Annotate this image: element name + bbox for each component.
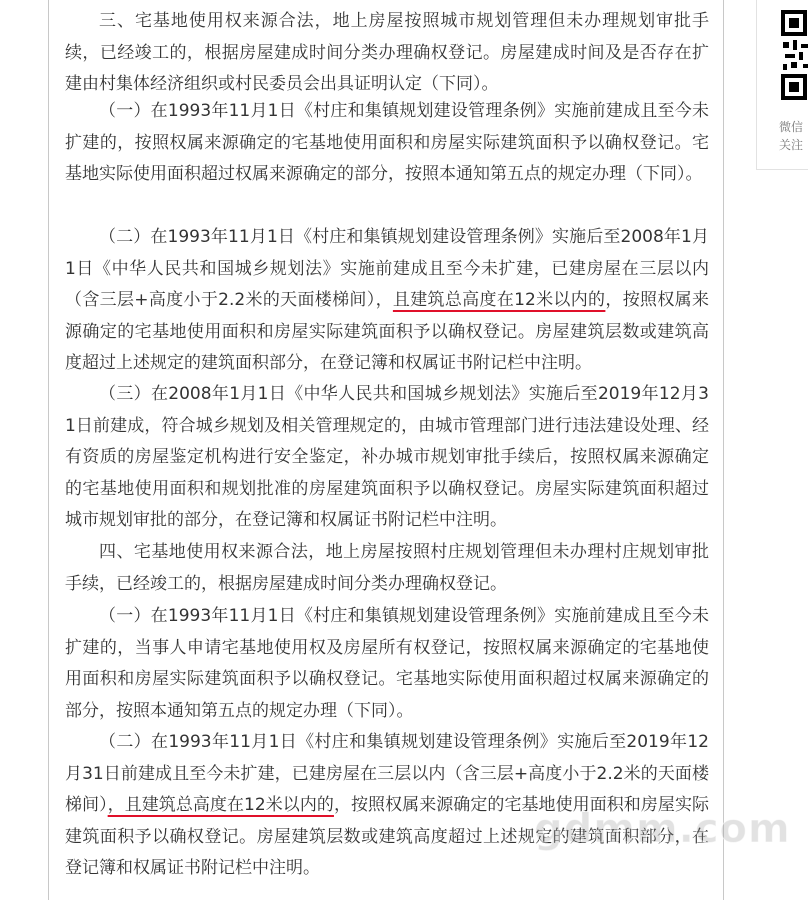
- wechat-follow-panel[interactable]: [756, 0, 808, 170]
- highlighted-phrase: 且建筑总高度在12米以内的: [392, 290, 606, 311]
- article-body: [48, 0, 724, 900]
- paragraph-text: （一）在1993年11月1日《村庄和集镇规划建设管理条例》实施前建成且至今未扩建的，当事人申请宅基地使用权及房屋所有权登记，按照权属来源确定的宅基地使用面积和房屋实际建筑面积予以确权登记。宅基地实际使用面积超过权属来源确定的部分，按照本通知第五点的规定办理（下同）。: [65, 606, 709, 721]
- paragraph-4-2: [65, 727, 709, 885]
- paragraph-text: （三）在2008年1月1日《中华人民共和国城乡规划法》实施后至2019年12月31日前建成，符合城乡规划及相关管理规定的，由城市管理部门进行违法建设处理、经有资质的房屋鉴定机构进行安全鉴定，补办城市规划审批手续后，按照权属来源确定的宅基地使用面积和规划批准的房屋建筑面积予以确权登记。房屋实际建筑面积超过城市规划审批的部分，在登记簿和权属证书附记栏中注明。: [65, 384, 709, 531]
- paragraph-text: （二）在1993年11月1日《村庄和集镇规划建设管理条例》实施后至2008年1月1日《中华人民共和国城乡规划法》实施前建成且至今未扩建，已建房屋在三层以内（含三层+高度小于2.2米的天面楼梯间），: [65, 227, 709, 311]
- paragraph-4-1: [65, 601, 709, 727]
- paragraph-text: ，按照权属来源确定的宅基地使用面积和房屋实际建筑面积予以确权登记。房屋建筑层数或建筑高度超过上述规定的建筑面积部分，在登记簿和权属证书附记栏中注明。: [65, 290, 709, 374]
- paragraph-text: （二）在1993年11月1日《村庄和集镇规划建设管理条例》实施后至2019年12月31日前建成且至今未扩建，已建房屋在三层以内（含三层+高度小于2.2米的天面楼梯间）: [65, 732, 709, 816]
- paragraph-3-2: [65, 222, 709, 380]
- highlighted-phrase: ，且建筑总高度在12米以内的: [107, 795, 334, 816]
- site-watermark: gdmm.com: [534, 806, 791, 852]
- paragraph-text: 三、宅基地使用权来源合法，地上房屋按照城市规划管理但未办理规划审批手续，已经竣工的，根据房屋建成时间分类办理确权登记。房屋建成时间及是否存在扩建由村集体经济组织或村民委员会出具证明认定（下同）。: [65, 11, 709, 95]
- paragraph-4: [65, 537, 709, 600]
- wechat-label: 微信: [779, 120, 804, 134]
- paragraph-text: 四、宅基地使用权来源合法，地上房屋按照村庄规划管理但未办理村庄规划审批手续，已经竣工的，根据房屋建成时间分类办理确权登记。: [65, 542, 709, 594]
- follow-label: 关注: [779, 138, 804, 152]
- paragraph-text: （一）在1993年11月1日《村庄和集镇规划建设管理条例》实施前建成且至今未扩建的，按照权属来源确定的宅基地使用面积和房屋实际建筑面积予以确权登记。宅基地实际使用面积超过权属来源确定的部分，按照本通知第五点的规定办理（下同）。: [65, 101, 709, 185]
- paragraph-3-3: [65, 379, 709, 537]
- paragraph-3-1: [65, 96, 709, 191]
- paragraph-3: [65, 6, 709, 101]
- qr-code-icon[interactable]: [781, 8, 808, 100]
- paragraph-text: ，按照权属来源确定的宅基地使用面积和房屋实际建筑面积予以确权登记。房屋建筑层数或建筑高度超过上述规定的建筑面积部分，在登记簿和权属证书附记栏中注明。: [65, 795, 710, 879]
